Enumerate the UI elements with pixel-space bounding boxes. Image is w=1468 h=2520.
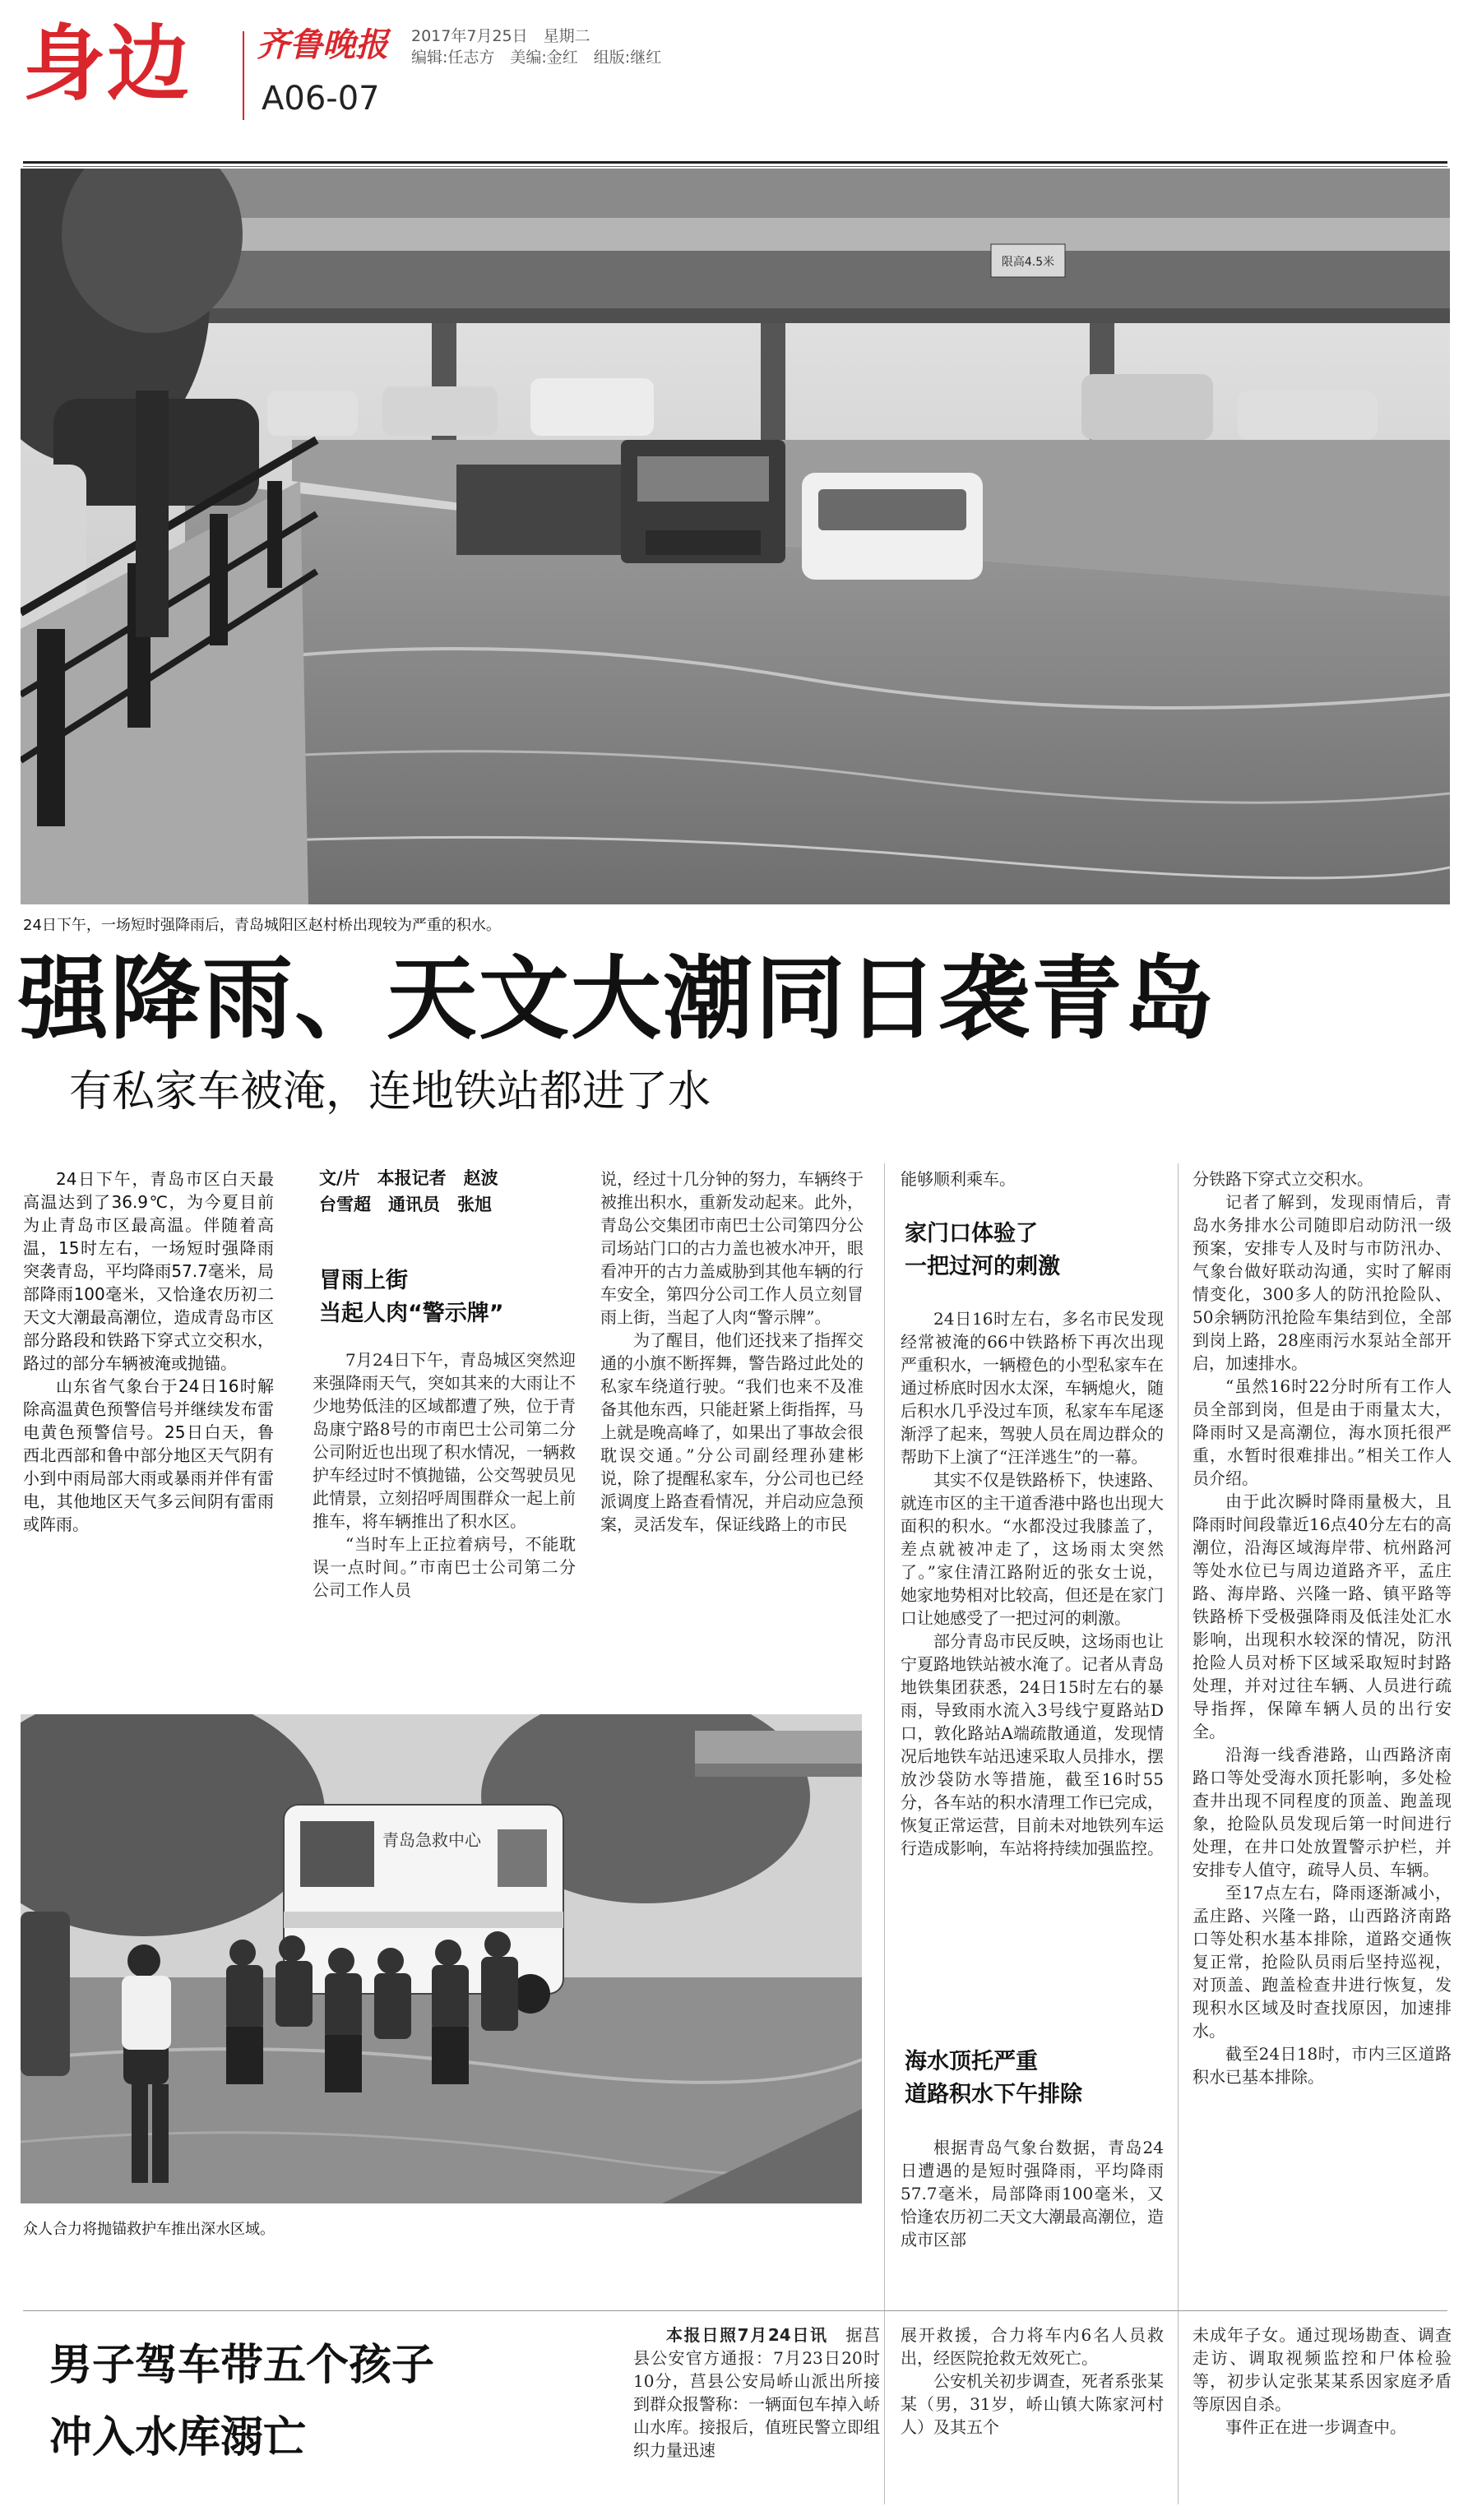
- article-paragraph: 部分青岛市民反映，这场雨也让宁夏路地铁站被水淹了。记者从青岛地铁集团获悉，24日15时左右的暴雨，导致雨水流入3号线宁夏路站D口，敦化路站A端疏散通道，发现情况后地铁车站迅速采取人员排水，摆放沙袋防水等措施，截至16时55分，各车站的积水清理工作已完成，恢复正常运营，目前未对地铁列车运行造成影响，车站将持续加强监控。: [901, 1631, 1164, 1858]
- page-number: A06-07: [262, 80, 380, 118]
- lead-paragraph: 24日下午，青岛市区白天最高温达到了36.9℃，为今夏目前为止青岛市区最高温。伴随着高温，15时左右，一场短时强降雨突袭青岛，平均降雨57.7毫米，局部降雨100毫米，又恰逢农历初二天文大潮最高潮位，造成青岛市区部分路段和铁路下穿式立交积水，路过的部分车辆被淹或抛锚。: [23, 1169, 274, 1373]
- bridge-sign-text: 限高4.5米: [1001, 256, 1055, 269]
- article-paragraph: 截至24日18时，市内三区道路积水已基本排除。: [1192, 2044, 1452, 2087]
- article-paragraph: 能够顺利乘车。: [901, 1169, 1016, 1189]
- article-paragraph: “虽然16时22分时所有工作人员全部到岗，但是由于雨量太大，降雨时又是高潮位，海水顶托很严重，水暂时很难排出。”相关工作人员介绍。: [1192, 1376, 1452, 1488]
- column-rule: [884, 2323, 885, 2504]
- header-divider: [243, 31, 244, 120]
- article-column-3: [600, 1168, 864, 1694]
- second-story-column-3: [1192, 2323, 1452, 2504]
- article-paragraph: 展开救援，合力将车内6名人员救出，经医院抢救无效死亡。: [901, 2325, 1164, 2368]
- section-title: 身边: [23, 16, 191, 112]
- column-rule: [884, 1163, 885, 2347]
- article-paragraph: 未成年子女。通过现场勘查、调查走访、调取视频监控和尸体检验等，初步认定张某某系因家庭矛盾等原因自杀。: [1192, 2325, 1452, 2414]
- article-paragraph: 根据青岛气象台数据，青岛24日遭遇的是短时强降雨，平均降雨57.7毫米，局部降雨100毫米，又恰逢农历初二天文大潮最高潮位，造成市区部: [901, 2138, 1164, 2250]
- flood-photo-bridge: [21, 169, 1450, 904]
- column-rule: [1178, 2323, 1179, 2504]
- article-paragraph: 至17点左右，降雨逐渐减小，孟庄路、兴隆一路，山西路济南路口等处积水基本排除，道路交通恢复正常，抢险队员雨后坚持巡视，对顶盖、跑盖检查井进行恢复，发现积水区域及时查找原因，加速排水。: [1192, 1883, 1452, 2041]
- second-story-column-1: [633, 2323, 880, 2504]
- header-rule: [23, 161, 1447, 164]
- article-column-4: [901, 1307, 1164, 2039]
- byline-2: 台雪超 通讯员 张旭: [319, 1195, 492, 1214]
- article-column-5: [1192, 1168, 1452, 2343]
- top-photo-caption: 24日下午，一场短时强降雨后，青岛城阳区赵村桥出现较为严重的积水。: [23, 917, 501, 934]
- column-rule: [1178, 1163, 1179, 2347]
- header-rule-thin: [23, 166, 1447, 167]
- intertitle-2a: 家门口体验了: [905, 1221, 1038, 1246]
- newspaper-brand: 齐鲁晚报: [257, 25, 388, 64]
- intertitle-3a: 海水顶托严重: [905, 2049, 1038, 2074]
- ambulance-push-photo: [21, 1714, 862, 2203]
- article-text: 据莒县公安官方通报：7月23日20时10分，莒县公安局峤山派出所接到群众报警称：一辆面包车掉入峤山水库。接报后，值班民警立即组织力量迅速: [633, 2325, 880, 2460]
- article-paragraph: 公安机关初步调查，死者系张某某（男，31岁，峤山镇大陈家河村人）及其五个: [901, 2371, 1164, 2437]
- article-paragraph: 记者了解到，发现雨情后，青岛水务排水公司随即启动防汛一级预案，安排专人及时与市防汛办、气象台做好联动沟通，实时了解雨情变化，300多人的防汛抢险队、50余辆防汛抢险车集结到位，全部到岗上路，28座雨污水泵站全部开启，加速排水。: [1192, 1192, 1452, 1373]
- mid-photo-caption: 众人合力将抛锚救护车推出深水区域。: [23, 2221, 275, 2238]
- article-paragraph: 7月24日下午，青岛城区突然迎来强降雨天气，突如其来的大雨让不少地势低洼的区域都遭了殃，位于青岛康宁路8号的市南巴士公司第二分公司附近也出现了积水情况，一辆救护车经过时不慎抛锚，公交驾驶员见此情景，立刻招呼周围群众一起上前推车，将车辆推出了积水区。: [313, 1350, 576, 1531]
- article-paragraph: 其实不仅是铁路桥下，快速路、就连市区的主干道香港中路也出现大面积的积水。“水都没过我膝盖了，差点就被冲走了，这场雨太突然了。”家住清江路附近的张女士说，她家地势相对比较高，但还是在家门口让她感受了一把过河的刺激。: [901, 1470, 1164, 1628]
- intertitle-2b: 一把过河的刺激: [905, 1254, 1060, 1279]
- editor-credits: 编辑:任志方 美编:金红 组版:继红: [411, 49, 662, 67]
- second-headline-2: 冲入水库溺亡: [49, 2413, 307, 2462]
- article-paragraph: 分铁路下穿式立交积水。: [1192, 1169, 1373, 1189]
- article-paragraph: 沿海一线香港路，山西路济南路口等处受海水顶托影响，多处检查井出现不同程度的顶盖、跑盖现象，抢险队员发现后第一时间进行处理，在井口处放置警示护栏，并安排专人值守，疏导人员、车辆。: [1192, 1745, 1452, 1880]
- article-paragraph: 24日16时左右，多名市民发现经常被淹的66中铁路桥下再次出现严重积水，一辆橙色的小型私家车在通过桥底时因水太深，车辆熄火，随后积水几乎没过车顶，私家车车尾逐渐浮了起来，驾驶人员在周边群众的帮助下上演了“汪洋逃生”的一幕。: [901, 1309, 1164, 1467]
- article-column-2: [313, 1348, 576, 1694]
- article-paragraph: 说，经过十几分钟的努力，车辆终于被推出积水，重新发动起来。此外，青岛公交集团市南巴士公司第四分公司场站门口的古力盖也被水冲开，眼看冲开的古力盖威胁到其他车辆的行车安全，第四分公司工作人员立刻冒雨上街，当起了人肉“警示牌”。: [600, 1169, 864, 1327]
- main-headline: 强降雨、天文大潮同日袭青岛: [18, 946, 1216, 1052]
- intertitle-1a: 冒雨上街: [319, 1268, 408, 1293]
- intertitle-1b: 当起人肉“警示牌”: [319, 1301, 504, 1326]
- article-paragraph: 事件正在进一步调查中。: [1225, 2417, 1406, 2437]
- dateline: 本报日照7月24日讯: [666, 2325, 828, 2345]
- article-paragraph: “当时车上正拉着病号，不能耽误一点时间。”市南巴士公司第二分公司工作人员: [313, 1534, 576, 1600]
- article-paragraph: 由于此次瞬时降雨量极大，且降雨时间段靠近16点40分左右的高潮位，沿海区域海岸带、杭州路河等处水位已与周边道路齐平，孟庄路、海岸路、兴隆一路、镇平路等铁路桥下受极强降雨及低洼处汇水影响，出现积水较深的情况，防汛抢险人员对桥下区域采取短时封路处理，并对过往车辆、人员进行疏导指挥，保障车辆人员的出行安全。: [1192, 1491, 1452, 1741]
- lead-paragraphs: [23, 1168, 274, 1536]
- lead-paragraph: 山东省气象台于24日16时解除高温黄色预警信号并继续发布雷电黄色预警信号。25日白天，鲁西北西部和鲁中部分地区天气阴有小到中雨局部大雨或暴雨并伴有雷电，其他地区天气多云间阴有雷雨或阵雨。: [23, 1376, 274, 1534]
- main-subheadline: 有私家车被淹，连地铁站都进了水: [69, 1067, 711, 1117]
- article-paragraph: 为了醒目，他们还找来了指挥交通的小旗不断挥舞，警告路过此处的私家车绕道行驶。“我们也来不及准备其他东西，只能赶紧上街指挥，马上就是晚高峰了，如果出了事故会很耽误交通。”分公司副经理孙建彬说，除了提醒私家车，分公司也已经派调度上路查看情况，并启动应急预案，灵活发车，保证线路上的市民: [600, 1330, 864, 1534]
- ambulance-text: 青岛急救中心: [382, 1830, 481, 1850]
- section-rule: [23, 2310, 1447, 2311]
- intertitle-3b: 道路积水下午排除: [905, 2082, 1082, 2107]
- second-headline-1: 男子驾车带五个孩子: [49, 2341, 435, 2390]
- second-story-column-2: [901, 2323, 1164, 2504]
- issue-date: 2017年7月25日 星期二: [411, 27, 590, 45]
- article-column-4-top: [901, 1168, 1164, 1192]
- byline-1: 文/片 本报记者 赵波: [319, 1168, 498, 1188]
